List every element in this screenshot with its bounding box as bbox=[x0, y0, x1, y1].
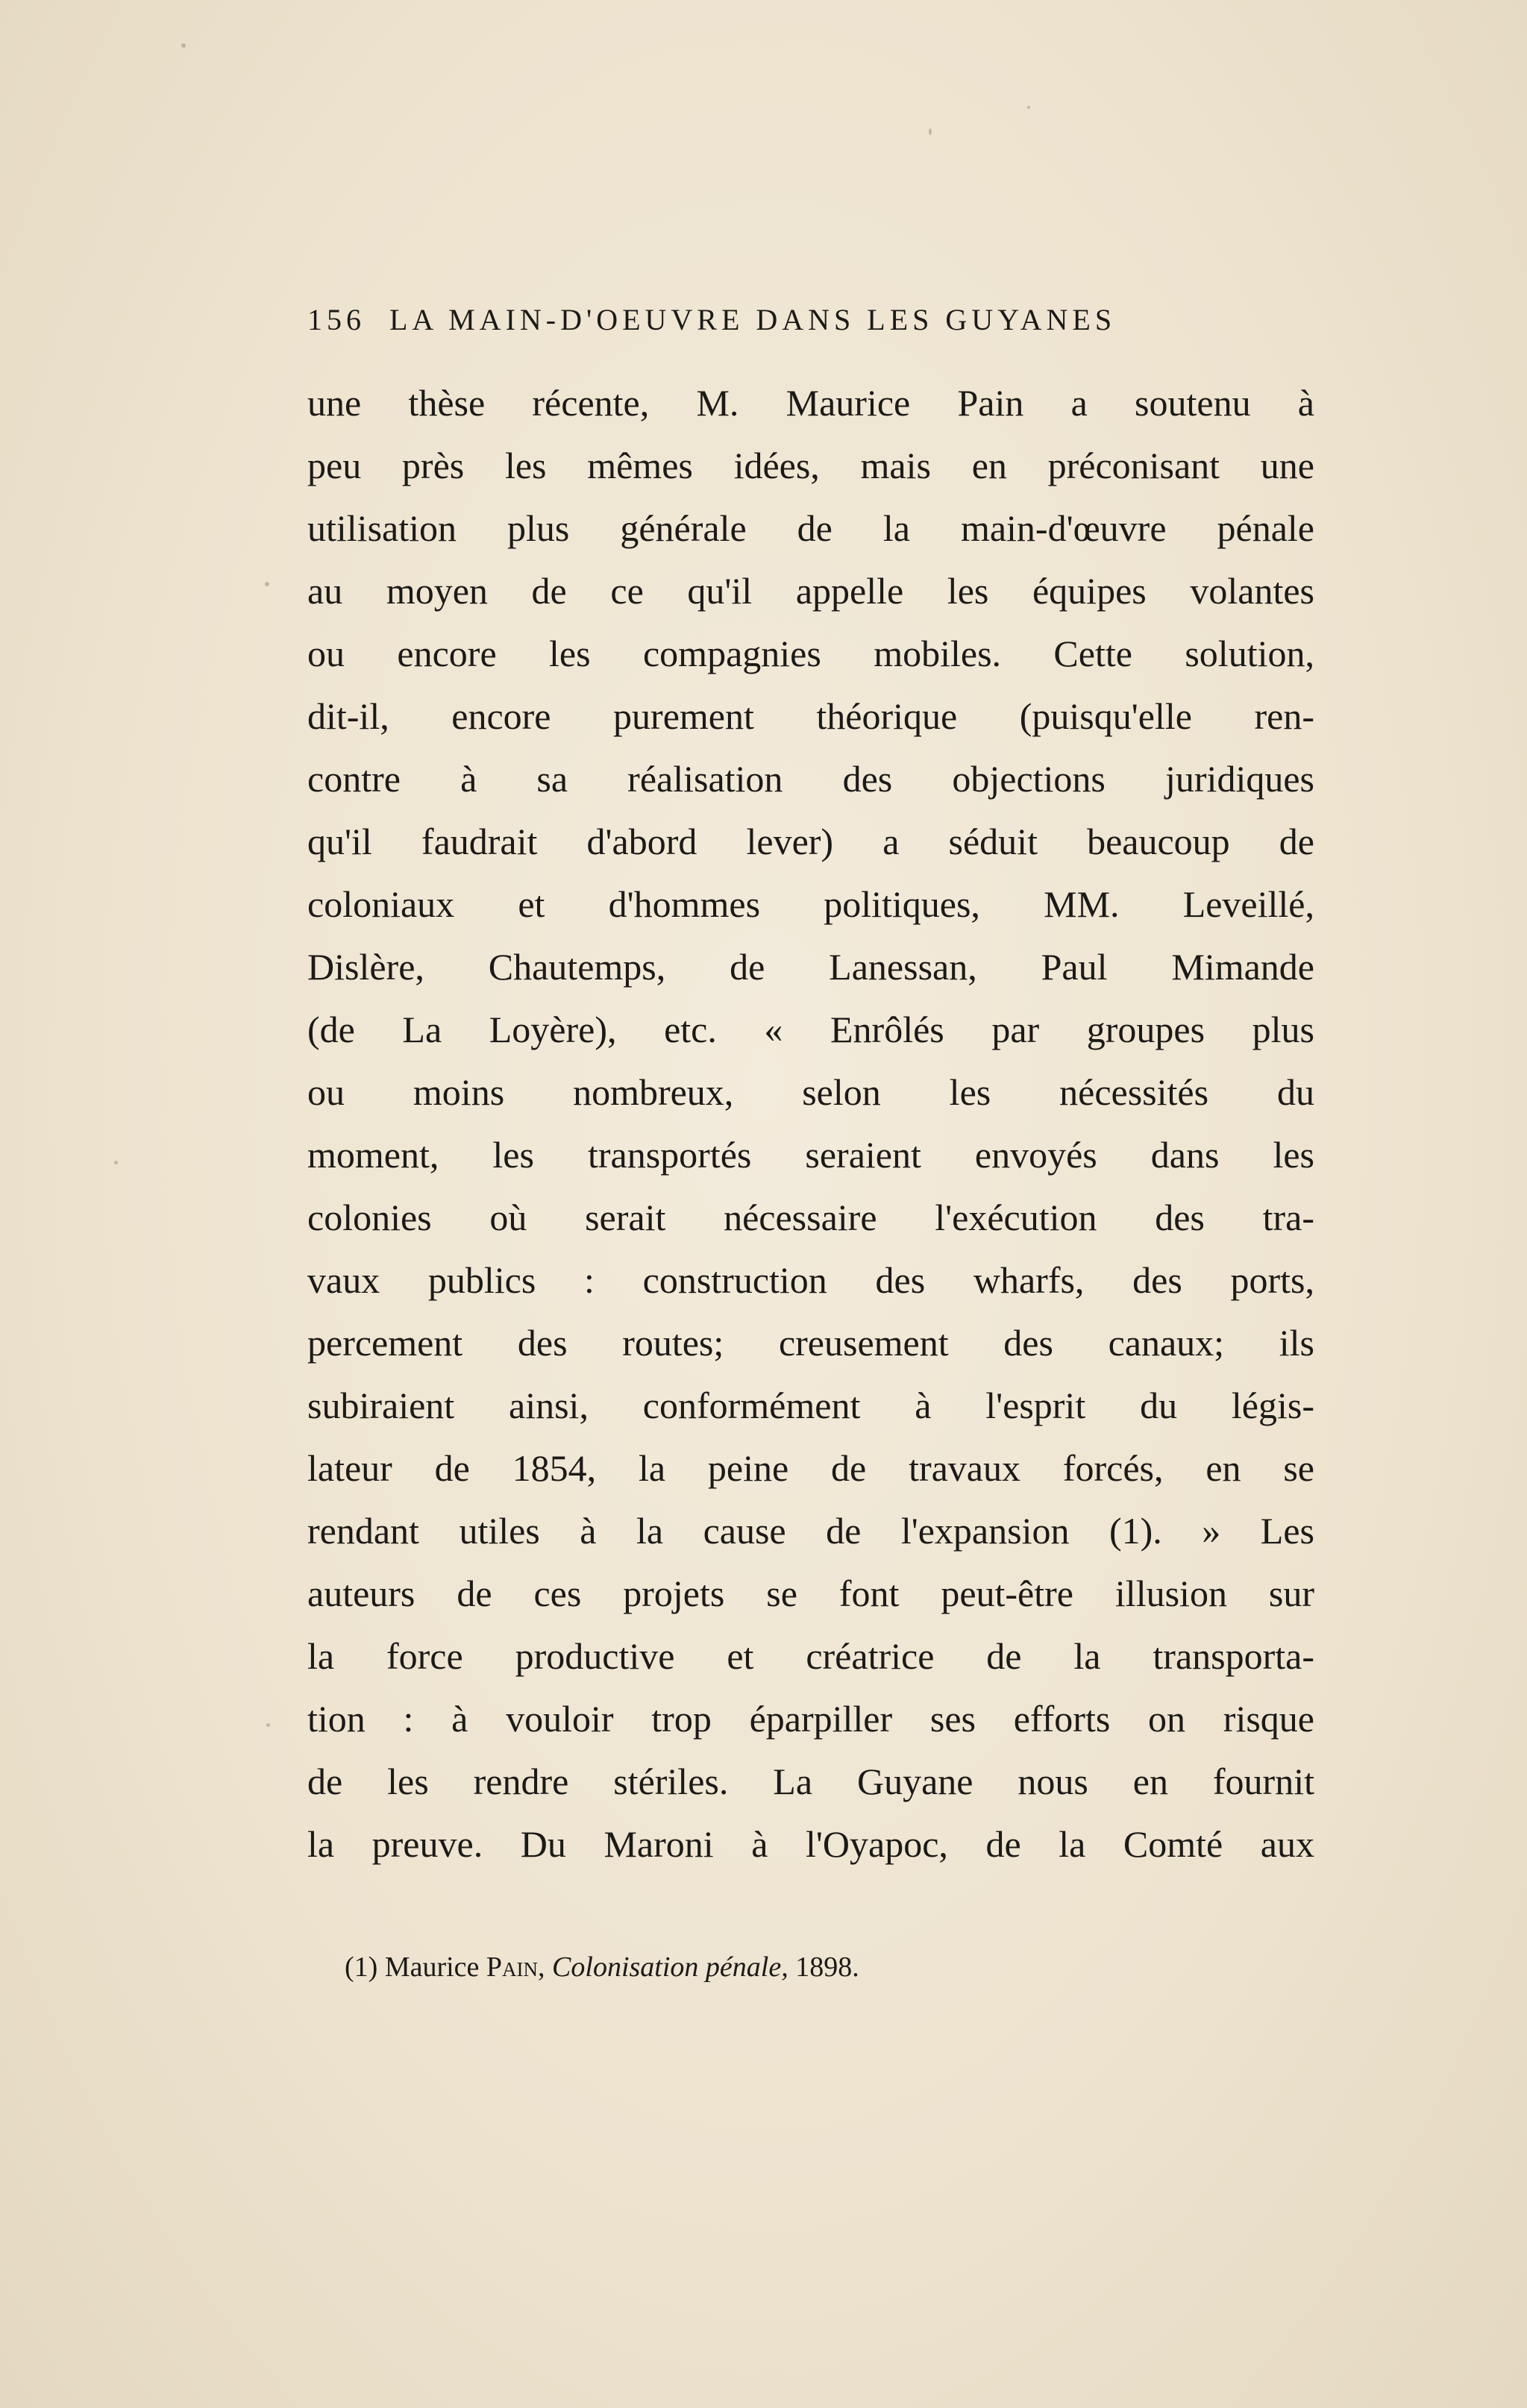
text-line: auteurs de ces projets se font peut-être illusion sur bbox=[307, 1573, 1314, 1614]
text-line: moment, les transportés seraient envoyés dans les bbox=[307, 1134, 1314, 1176]
paper-speck bbox=[929, 128, 932, 135]
running-header bbox=[307, 302, 1307, 337]
text-line: colonies où serait nécessaire l'exécution des tra- bbox=[307, 1197, 1314, 1238]
footnote-author-first: Maurice bbox=[384, 1951, 480, 1983]
paper-speck bbox=[1027, 106, 1030, 109]
footnote: (1) Maurice Pain, Colonisation pénale, 1898. bbox=[345, 1951, 859, 1983]
footnote-marker: (1) bbox=[345, 1951, 378, 1983]
text-line: contre à sa réalisation des objections juridiques bbox=[307, 758, 1314, 800]
text-line: la force productive et créatrice de la transporta- bbox=[307, 1635, 1314, 1677]
text-line: coloniaux et d'hommes politiques, MM. Leveillé, bbox=[307, 883, 1314, 925]
text-line: vaux publics : construction des wharfs, des ports, bbox=[307, 1259, 1314, 1301]
text-line: ou encore les compagnies mobiles. Cette solution, bbox=[307, 633, 1314, 674]
text-line: Dislère, Chautemps, de Lanessan, Paul Mimande bbox=[307, 946, 1314, 988]
text-line: utilisation plus générale de la main-d'œuvre pénale bbox=[307, 507, 1314, 549]
text-line: peu près les mêmes idées, mais en préconisant une bbox=[307, 445, 1314, 486]
paper-speck bbox=[266, 1723, 270, 1727]
text-line: percement des routes; creusement des canaux; ils bbox=[307, 1322, 1314, 1364]
paper-speck bbox=[181, 43, 186, 48]
text-line: subiraient ainsi, conformément à l'esprit du légis- bbox=[307, 1385, 1314, 1426]
text-line: dit-il, encore purement théorique (puisqu'elle ren- bbox=[307, 695, 1314, 737]
text-line: une thèse récente, M. Maurice Pain a soutenu à bbox=[307, 382, 1314, 424]
text-line: tion : à vouloir trop éparpiller ses efforts on risque bbox=[307, 1698, 1314, 1740]
paper-speck bbox=[114, 1161, 118, 1164]
text-line: ou moins nombreux, selon les nécessités du bbox=[307, 1071, 1314, 1113]
body-text bbox=[307, 371, 1314, 1875]
footnote-author-last: Pain bbox=[486, 1951, 539, 1983]
text-line: (de La Loyère), etc. « Enrôlés par groupes plus bbox=[307, 1009, 1314, 1050]
text-line: de les rendre stériles. La Guyane nous en fournit bbox=[307, 1760, 1314, 1802]
text-line: qu'il faudrait d'abord lever) a séduit beaucoup de bbox=[307, 821, 1314, 862]
running-title: LA MAIN-D'OEUVRE DANS LES GUYANES bbox=[389, 303, 1117, 336]
footnote-title: Colonisation pénale, bbox=[552, 1951, 788, 1983]
paper-speck bbox=[265, 582, 269, 586]
page-number: 156 bbox=[307, 303, 366, 336]
text-line: la preuve. Du Maroni à l'Oyapoc, de la Comté aux bbox=[307, 1823, 1314, 1865]
footnote-year: 1898. bbox=[795, 1951, 859, 1983]
text-line: lateur de 1854, la peine de travaux forcés, en se bbox=[307, 1447, 1314, 1489]
text-line: au moyen de ce qu'il appelle les équipes volantes bbox=[307, 570, 1314, 612]
text-line: rendant utiles à la cause de l'expansion (1). » Les bbox=[307, 1510, 1314, 1552]
